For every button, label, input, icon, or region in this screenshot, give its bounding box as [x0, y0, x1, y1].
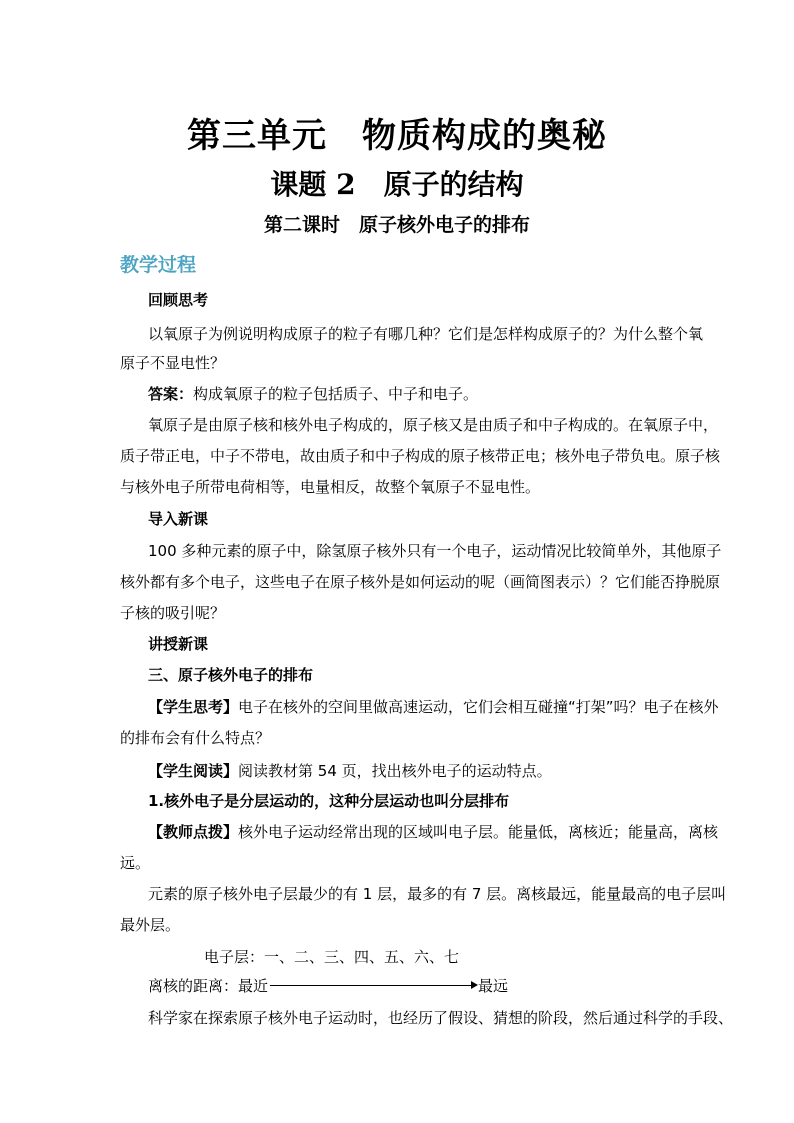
paragraph-line: 科学家在探索原子核外电子运动时，也经历了假设、猜想的阶段，然后通过科学的手段、	[148, 1009, 734, 1027]
paragraph-line: 100 多种元素的原子中，除氢原子核外只有一个电子，运动情况比较简单外，其他原子	[148, 542, 722, 560]
lesson-subtitle: 课题 2 原子的结构	[270, 168, 524, 201]
teacher-tip-text: 核外电子运动经常出现的区域叫电子层。能量低，离核近；能量高，离核	[238, 823, 719, 841]
lecture-heading: 讲授新课	[148, 635, 209, 653]
intro-heading: 导入新课	[148, 510, 209, 528]
paragraph-line: 最外层。	[120, 916, 181, 934]
review-question-line: 原子不显电性？	[120, 354, 226, 372]
distance-row	[148, 975, 508, 996]
answer-line	[148, 384, 708, 404]
paragraph-line: 元素的原子核外电子层最少的有 1 层，最多的有 7 层。离核最远，能量最高的电子层叫	[148, 885, 727, 903]
distance-label: 离核的距离：最近	[148, 977, 269, 995]
review-question-line: 以氧原子为例说明构成原子的粒子有哪几种？它们是怎样构成原子的？为什么整个氧	[148, 325, 704, 343]
review-heading: 回顾思考	[148, 291, 209, 309]
student-read-line	[148, 761, 708, 781]
class-period-title: 第二课时 原子核外电子的排布	[263, 214, 530, 236]
paragraph-line: 子核的吸引呢？	[120, 604, 226, 622]
student-read-label: 【学生阅读】	[148, 762, 239, 780]
paragraph-line: 氧原子是由原子核和核外电子构成的，原子核又是由质子和中子构成的。在氧原子中，	[148, 416, 719, 434]
paragraph-line: 与核外电子所带电荷相等，电量相反，故整个氧原子不显电性。	[120, 478, 541, 496]
distance-end: 最远	[478, 977, 509, 995]
right-arrow-icon	[270, 985, 476, 986]
paragraph-line: 远。	[120, 854, 151, 872]
topic-heading: 三、原子核外电子的排布	[148, 666, 314, 684]
paragraph-line: 的排布会有什么特点？	[120, 729, 271, 747]
paragraph-line: 质子带正电，中子不带电，故由质子和中子构成的原子核带正电；核外电子带负电。原子核	[120, 447, 721, 465]
answer-text: 构成氧原子的粒子包括质子、中子和电子。	[193, 385, 479, 403]
electron-layers-line: 电子层：一、二、三、四、五、六、七	[204, 948, 460, 966]
student-think-line	[148, 697, 719, 717]
point-heading: 1.核外电子是分层运动的，这种分层运动也叫分层排布	[148, 792, 510, 810]
teacher-tip-line	[148, 822, 719, 842]
teacher-tip-label: 【教师点拨】	[148, 823, 239, 841]
section-heading: 教学过程	[120, 254, 197, 276]
unit-title: 第三单元 物质构成的奥秘	[187, 116, 607, 156]
paragraph-line: 核外都有多个电子，这些电子在原子核外是如何运动的呢（画简图表示）？它们能否挣脱原	[120, 573, 721, 591]
answer-label: 答案：	[148, 385, 194, 403]
student-read-text: 阅读教材第 54 页，找出核外电子的运动特点。	[238, 762, 552, 780]
student-think-text: 电子在核外的空间里做高速运动，它们会相互碰撞“打架”吗？电子在核外	[238, 698, 719, 716]
student-think-label: 【学生思考】	[148, 698, 239, 716]
